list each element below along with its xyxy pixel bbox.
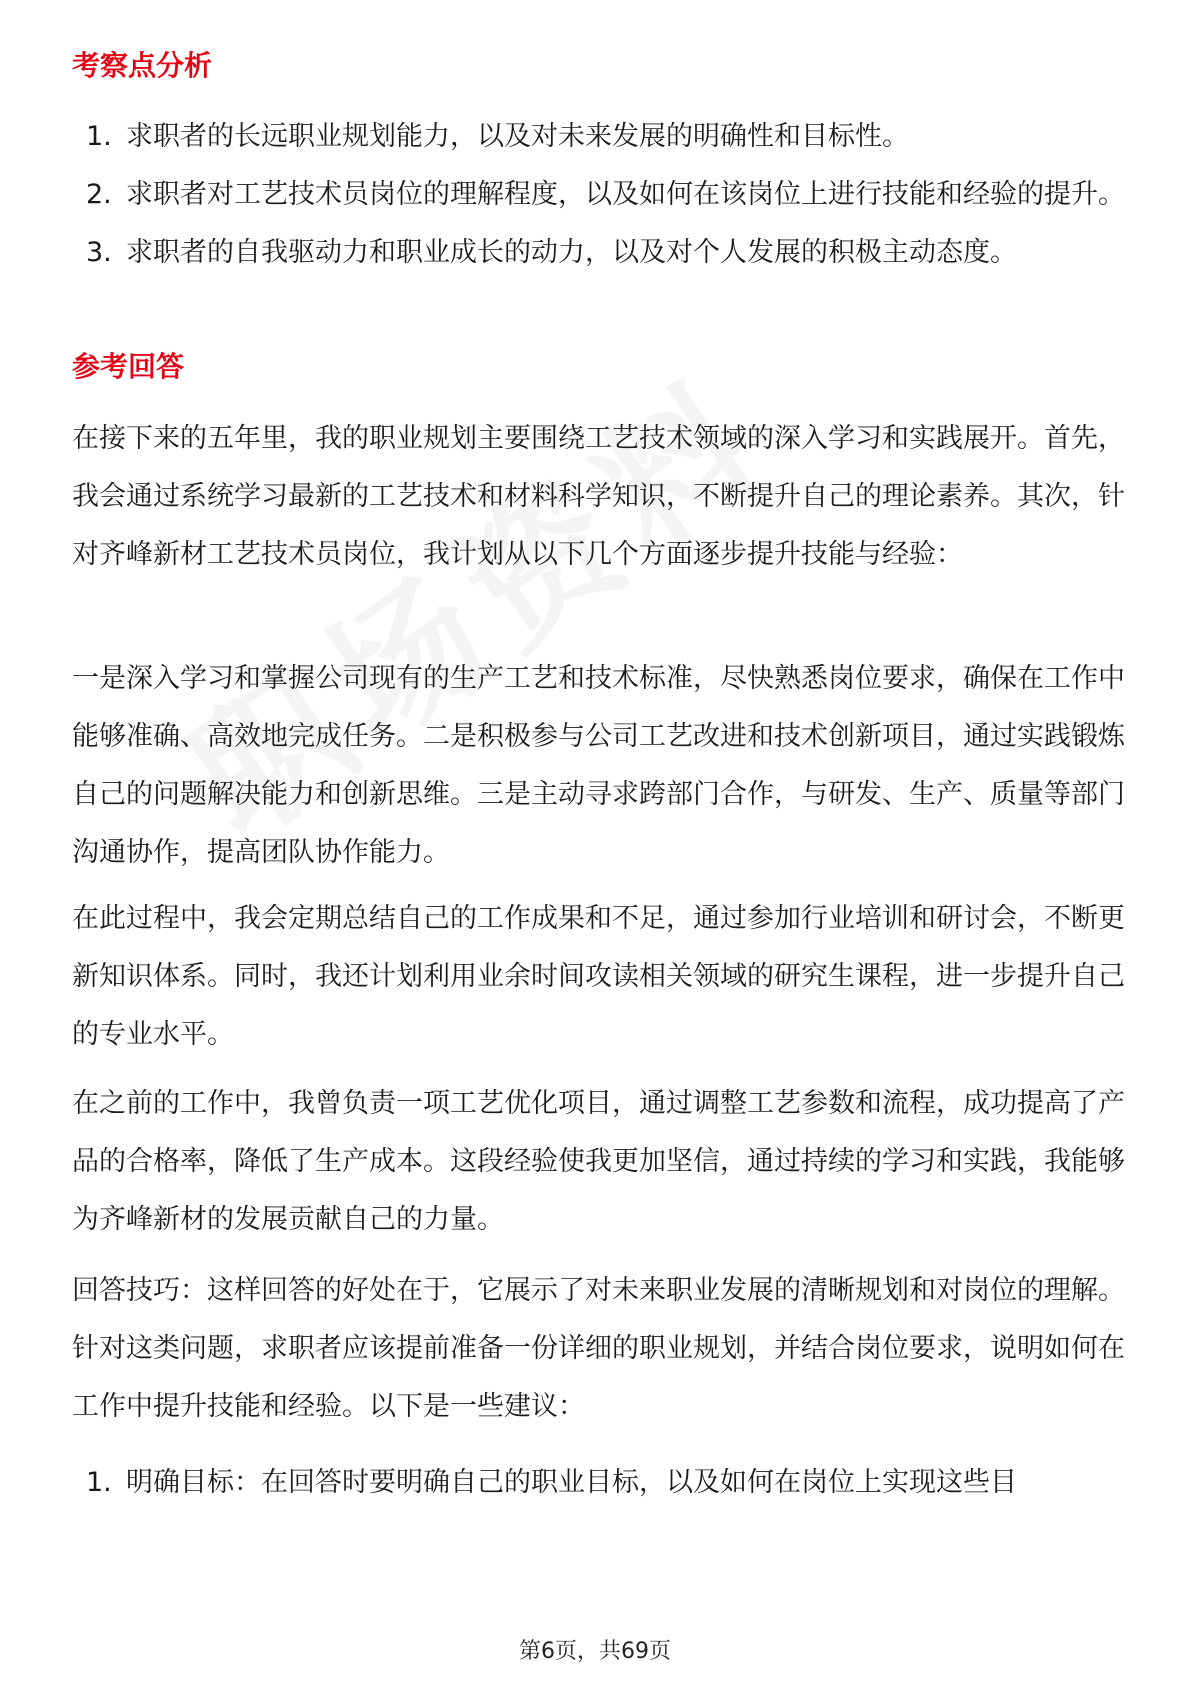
list-item — [72, 108, 1132, 166]
list-item-text: 求职者的自我驱动力和职业成长的动力，以及对个人发展的积极主动态度。 — [126, 237, 1017, 268]
analysis-heading: 考察点分析 — [72, 49, 213, 82]
page-number-footer: 第6页，共69页 — [519, 1639, 671, 1664]
tips-list — [72, 1454, 1132, 1512]
answer-heading: 参考回答 — [72, 350, 185, 383]
list-item-number: 1. — [86, 1467, 112, 1498]
list-item — [72, 1454, 1132, 1512]
list-item — [72, 166, 1132, 224]
list-item — [72, 224, 1132, 282]
list-item-number: 3. — [86, 237, 112, 268]
answer-paragraph: 在此过程中，我会定期总结自己的工作成果和不足，通过参加行业培训和研讨会，不断更新知识体系。同时，我还计划利用业余时间攻读相关领域的研究生课程，进一步提升自己的专业水平。 — [72, 903, 1125, 1050]
list-item-number: 1. — [86, 121, 112, 152]
answer-paragraph: 在之前的工作中，我曾负责一项工艺优化项目，通过调整工艺参数和流程，成功提高了产品的合格率，降低了生产成本。这段经验使我更加坚信，通过持续的学习和实践，我能够为齐峰新材的发展贡献自己的力量。 — [72, 1088, 1125, 1235]
list-item-text: 求职者对工艺技术员岗位的理解程度，以及如何在该岗位上进行技能和经验的提升。 — [126, 179, 1125, 210]
tips-paragraph: 回答技巧：这样回答的好处在于，它展示了对未来职业发展的清晰规划和对岗位的理解。针对这类问题，求职者应该提前准备一份详细的职业规划，并结合岗位要求，说明如何在工作中提升技能和经验。以下是一些建议： — [72, 1275, 1125, 1422]
answer-paragraph: 一是深入学习和掌握公司现有的生产工艺和技术标准，尽快熟悉岗位要求，确保在工作中能够准确、高效地完成任务。二是积极参与公司工艺改进和技术创新项目，通过实践锻炼自己的问题解决能力和创新思维。三是主动寻求跨部门合作，与研发、生产、质量等部门沟通协作，提高团队协作能力。 — [72, 663, 1125, 868]
answer-paragraph: 在接下来的五年里，我的职业规划主要围绕工艺技术领域的深入学习和实践展开。首先，我会通过系统学习最新的工艺技术和材料科学知识，不断提升自己的理论素养。其次，针对齐峰新材工艺技术员岗位，我计划从以下几个方面逐步提升技能与经验： — [72, 423, 1125, 570]
analysis-list — [72, 108, 1132, 282]
list-item-text: 明确目标：在回答时要明确自己的职业目标，以及如何在岗位上实现这些目 — [126, 1467, 1017, 1498]
list-item-number: 2. — [86, 179, 112, 210]
list-item-text: 求职者的长远职业规划能力，以及对未来发展的明确性和目标性。 — [126, 121, 909, 152]
